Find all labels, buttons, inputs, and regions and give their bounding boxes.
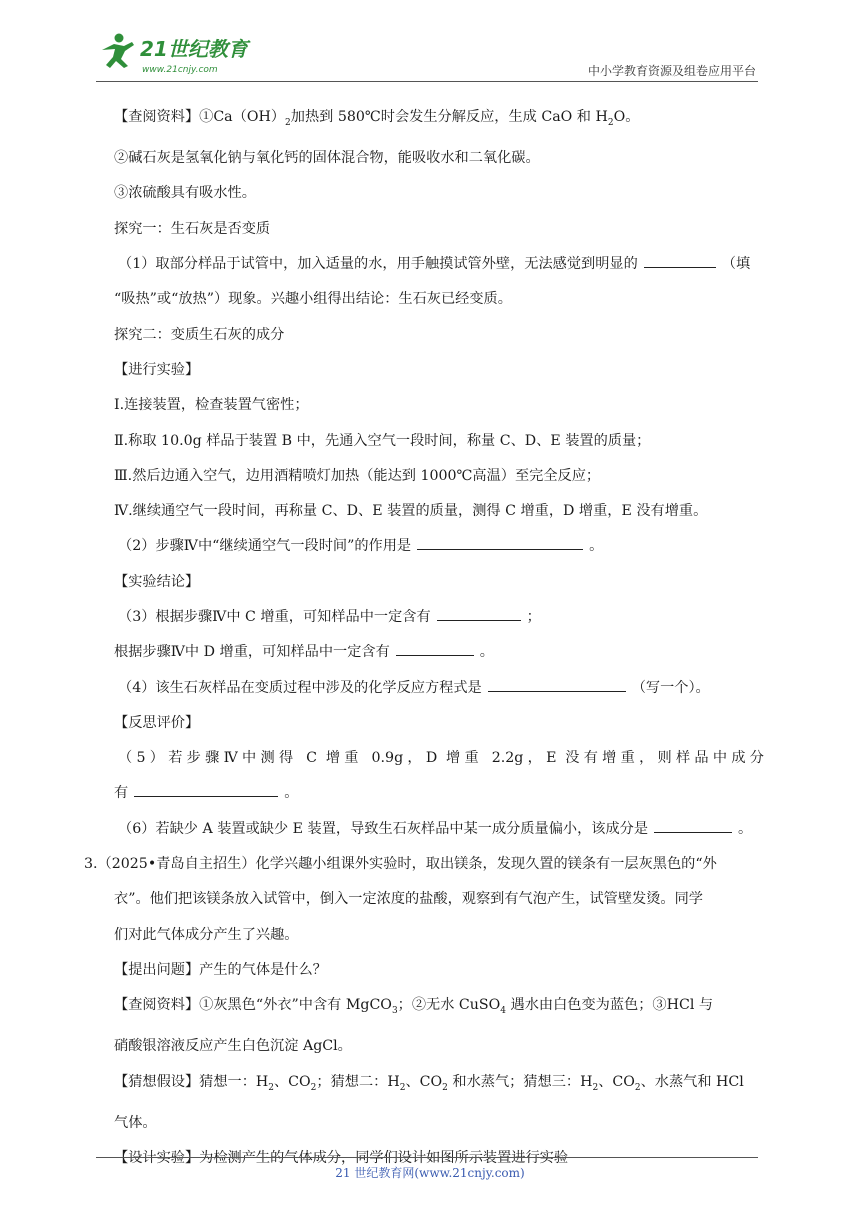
line-8: 【进行实验】 <box>114 361 200 378</box>
page-header <box>96 30 758 80</box>
line-29: 气体。 <box>114 1114 157 1131</box>
footer-divider <box>96 1157 758 1158</box>
document-body <box>84 100 764 1176</box>
line-14: 【实验结论】 <box>114 573 200 590</box>
answer-blank[interactable] <box>134 782 278 797</box>
logo-url: www.21cnjy.com <box>142 65 218 75</box>
question-5: （5）若步骤Ⅳ中测得 C 增重 0.9g，D 增重 2.2g，E 没有增重，则样品中成分 <box>118 750 764 767</box>
question-5-answer: 有 。 <box>114 776 764 811</box>
line-3: ③浓硫酸具有吸水性。 <box>114 185 256 202</box>
question-1: （1）取部分样品于试管中，加入适量的水，用手触摸试管外壁，无法感觉到明显的 （填 <box>118 247 764 282</box>
step-3: Ⅲ.然后边通入空气，边用酒精喷灯加热（能达到 1000℃高温）至完全反应； <box>114 467 601 484</box>
line-28: 【猜想假设】猜想一：$H_2$、$CO_2$；猜想二：$H_2$、$CO_2$ 和水蒸气；猜想三：$H_2$、$CO_2$、水蒸气和 HCl <box>114 1073 744 1093</box>
line-4: 探究一：生石灰是否变质 <box>114 220 271 237</box>
answer-blank[interactable] <box>396 641 474 656</box>
step-2: Ⅱ.称取 10.0g 样品于装置 B 中，先通入空气一段时间，称量 C、D、E 装置的质量； <box>114 432 651 449</box>
question-4: （4）该生石灰样品在变质过程中涉及的化学反应方程式是 （写一个）。 <box>118 671 764 706</box>
runner-icon <box>102 34 134 69</box>
answer-blank[interactable] <box>654 818 732 833</box>
logo <box>96 30 266 78</box>
line-24: 们对此气体成分产生了兴趣。 <box>114 926 299 943</box>
step-4: Ⅳ.继续通空气一段时间，再称量 C、D、E 装置的质量，测得 C 增重，D 增重，E 没有增重。 <box>114 503 708 520</box>
step-1: Ⅰ.连接装置，检查装置气密性； <box>114 397 309 414</box>
platform-name: 中小学教育资源及组卷应用平台 <box>587 64 756 78</box>
line-18: 【反思评价】 <box>114 714 200 731</box>
answer-blank[interactable] <box>437 606 521 621</box>
line-27: 硝酸银溶液反应产生白色沉淀 AgCl。 <box>114 1038 352 1055</box>
question-6: （6）若缺少 A 装置或缺少 E 装置，导致生石灰样品中某一成分质量偏小，该成分是 。 <box>118 812 764 847</box>
question-3b: 根据步骤Ⅳ中 D 增重，可知样品中一定含有 。 <box>114 635 764 670</box>
header-divider <box>96 81 758 82</box>
line-30: 【设计实验】为检测产生的气体成分，同学们设计如图所示装置进行实验 <box>114 1150 569 1167</box>
line-1: 【查阅资料】$①Ca(OH)_2$加热到 580℃时会发生分解反应，生成 CaO 和 $H_2O$。 <box>114 109 640 128</box>
problem-3-title: 3.（2025•青岛自主招生）化学兴趣小组课外实验时，取出镁条，发现久置的镁条有一层灰黑色的“外 <box>84 856 717 873</box>
line-23: 衣”。他们把该镁条放入试管中，倒入一定浓度的盐酸，观察到有气泡产生，试管壁发烫。同学 <box>114 891 703 908</box>
line-25: 【提出问题】产生的气体是什么？ <box>114 961 327 978</box>
answer-blank[interactable] <box>488 677 626 692</box>
question-3a: （3）根据步骤Ⅳ中 C 增重，可知样品中一定含有 ； <box>118 600 764 635</box>
answer-blank[interactable] <box>644 253 716 268</box>
line-7: 探究二：变质生石灰的成分 <box>114 326 285 343</box>
line-26: 【查阅资料】①灰黑色“外衣”中含有 MgCO$_3$；②无水 CuSO$_4$ 遇水由白色变为蓝色；③HCl 与 <box>114 997 714 1017</box>
answer-blank[interactable] <box>417 535 583 550</box>
line-2: ②碱石灰是氢氧化钠与氧化钙的固体混合物，能吸收水和二氧化碳。 <box>114 150 540 167</box>
page-footer: 21 世纪教育网(www.21cnjy.com) <box>335 1166 525 1180</box>
logo-title: 21世纪教育 <box>140 37 248 61</box>
line-6: “吸热”或“放热”）现象。兴趣小组得出结论：生石灰已经变质。 <box>114 291 512 308</box>
question-2: （2）步骤Ⅳ中“继续通空气一段时间”的作用是 。 <box>118 529 764 564</box>
